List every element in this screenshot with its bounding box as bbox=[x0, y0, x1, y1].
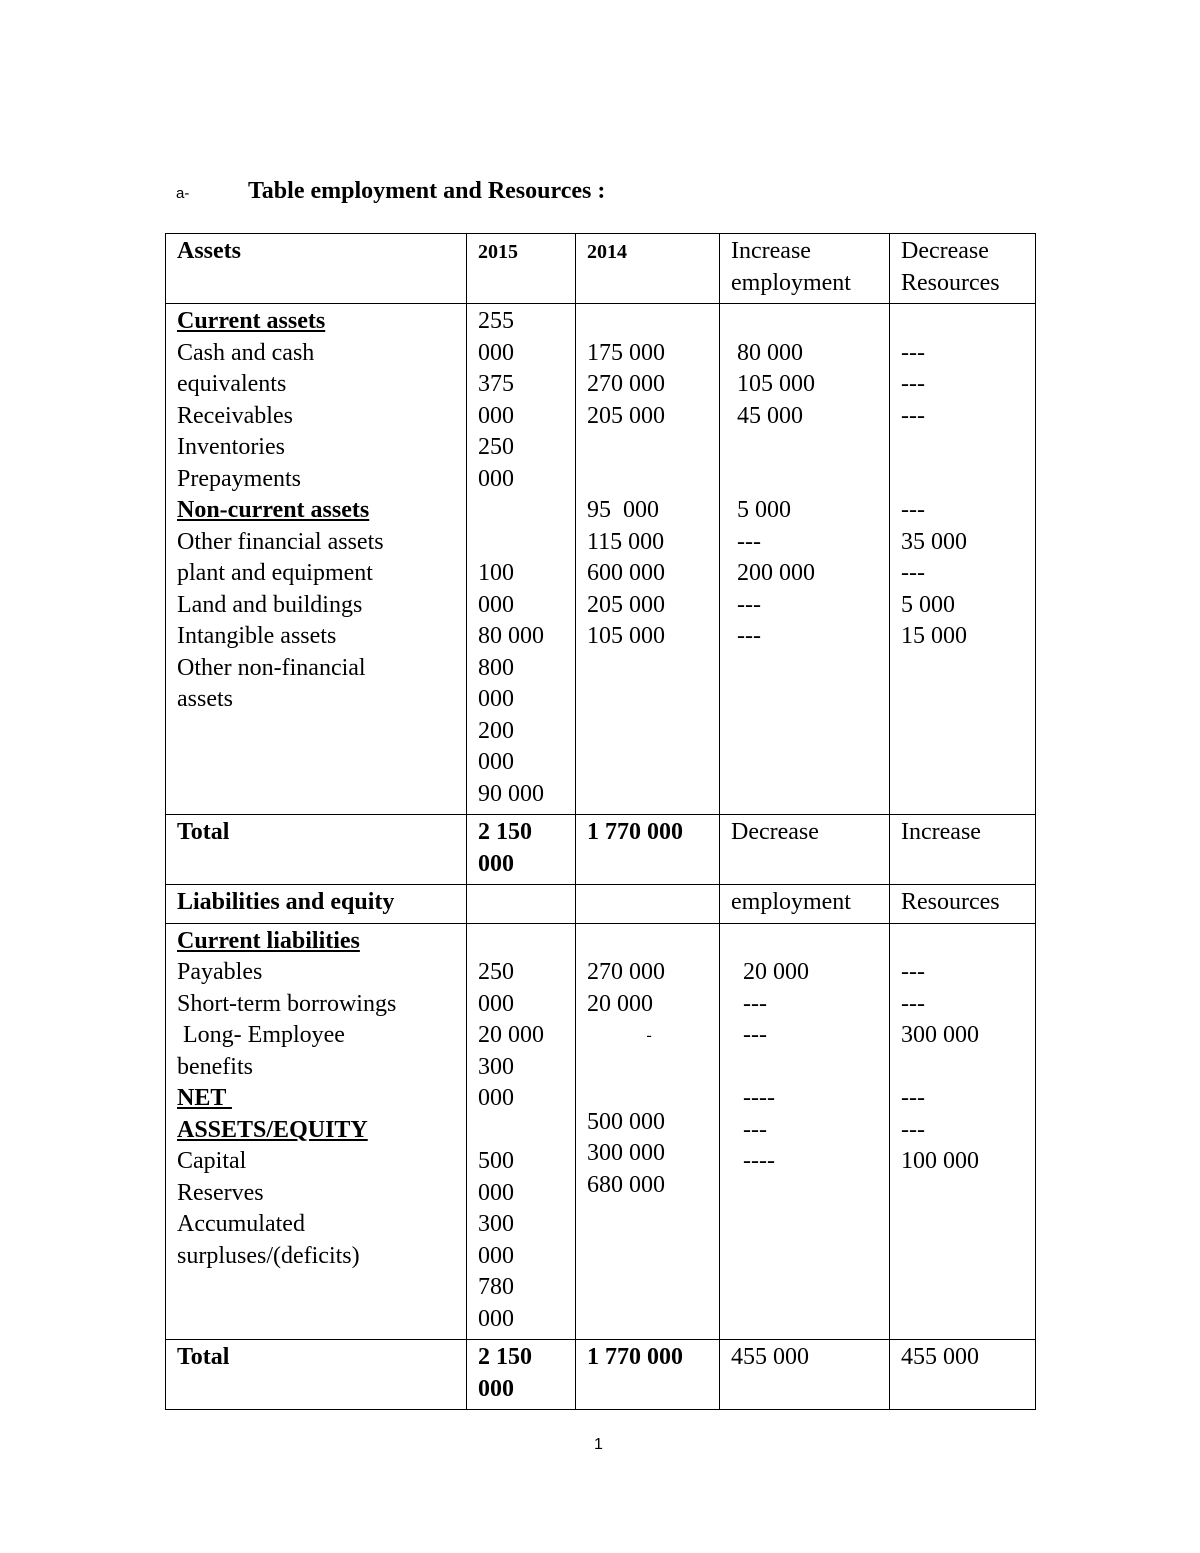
cell-line: 000 bbox=[478, 1179, 514, 1206]
page-number: 1 bbox=[594, 1436, 603, 1453]
cell-line: Prepayments bbox=[177, 465, 301, 492]
total-label: Total bbox=[166, 815, 467, 885]
header-2015: 2015 bbox=[467, 234, 576, 304]
cell-line: 300 000 bbox=[587, 1140, 665, 1166]
cell-line: 500 bbox=[478, 1148, 514, 1174]
assets-increase bbox=[720, 304, 890, 815]
cell-line: --- bbox=[901, 1116, 925, 1143]
cell-line: --- bbox=[901, 560, 925, 586]
assets-2015 bbox=[467, 304, 576, 815]
cell-line: 300 bbox=[478, 1053, 514, 1080]
cell-line: Non-current assets bbox=[177, 497, 370, 523]
cell-line: Short-term borrowings bbox=[177, 990, 397, 1017]
cell-line: 15 000 bbox=[901, 623, 967, 649]
cell-line: ---- bbox=[731, 1148, 775, 1174]
cell-line: Accumulated bbox=[177, 1211, 305, 1237]
cell-line: 175 000 bbox=[587, 339, 665, 366]
cell-line: - bbox=[646, 1027, 652, 1044]
cell-line: 90 000 bbox=[478, 780, 544, 807]
liabilities-decrease bbox=[720, 923, 890, 1340]
header-2014: 2014 bbox=[576, 234, 720, 304]
cell-line: surpluses/(deficits) bbox=[177, 1242, 360, 1269]
cell-line: Intangible assets bbox=[177, 623, 337, 649]
cell-line bbox=[731, 1052, 881, 1084]
cell-line: --- bbox=[901, 371, 925, 397]
cell-line: --- bbox=[731, 1116, 767, 1143]
liabilities-header-2015 bbox=[467, 885, 576, 924]
cell-line: 35 000 bbox=[901, 528, 967, 555]
cell-line bbox=[731, 306, 881, 338]
cell-line: 115 000 bbox=[587, 528, 665, 555]
cell-line bbox=[478, 495, 567, 527]
cell-line: 270 000 bbox=[587, 959, 665, 985]
liabilities-header-label: Liabilities and equity bbox=[166, 885, 467, 924]
cell-line bbox=[587, 306, 711, 338]
cell-line: 000 bbox=[478, 339, 514, 366]
liabilities-increase bbox=[890, 923, 1036, 1340]
cell-line: 105 000 bbox=[731, 371, 815, 397]
cell-line: --- bbox=[731, 528, 761, 555]
cell-line: 800 bbox=[478, 654, 514, 681]
header-assets: Assets bbox=[166, 234, 467, 304]
cell-line: equivalents bbox=[177, 371, 287, 397]
liabilities-header-row bbox=[166, 885, 1036, 924]
cell-line: --- bbox=[901, 959, 925, 985]
cell-line: 000 bbox=[478, 591, 514, 618]
cell-line: Current liabilities bbox=[177, 927, 360, 954]
cell-line: Current assets bbox=[177, 308, 326, 334]
total2-2014: 1 770 000 bbox=[576, 1340, 720, 1410]
cell-line: --- bbox=[901, 990, 925, 1017]
heading-prefix: a- bbox=[176, 185, 190, 202]
header-increase-employment: Increase employment bbox=[720, 234, 890, 304]
total2-2015: 2 150 000 bbox=[467, 1340, 576, 1410]
liabilities-labels bbox=[166, 923, 467, 1340]
cell-line: 300 000 bbox=[901, 1022, 979, 1048]
cell-line: assets bbox=[177, 686, 233, 712]
cell-line: ---- bbox=[731, 1085, 775, 1111]
cell-line bbox=[901, 306, 1027, 338]
cell-line: 20 000 bbox=[731, 959, 809, 985]
cell-line: 100 000 bbox=[901, 1148, 979, 1174]
cell-line: 000 bbox=[478, 990, 514, 1017]
total-col4: Increase bbox=[890, 815, 1036, 885]
cell-line: 000 bbox=[478, 686, 514, 712]
cell-line: 200 bbox=[478, 717, 514, 744]
cell-line: --- bbox=[901, 497, 925, 523]
liabilities-2014 bbox=[576, 923, 720, 1340]
cell-line: 375 bbox=[478, 371, 514, 397]
employment-resources-table bbox=[165, 233, 1036, 1410]
cell-line: 250 bbox=[478, 434, 514, 460]
cell-line bbox=[587, 464, 711, 496]
liabilities-2015 bbox=[467, 923, 576, 1340]
liabilities-header-col4: Resources bbox=[890, 885, 1036, 924]
cell-line: 000 bbox=[478, 465, 514, 492]
cell-line: 205 000 bbox=[587, 402, 665, 429]
cell-line bbox=[901, 1052, 1027, 1084]
cell-line: --- bbox=[901, 402, 925, 429]
cell-line bbox=[478, 527, 567, 559]
cell-line: 105 000 bbox=[587, 623, 665, 649]
cell-line: 205 000 bbox=[587, 591, 665, 618]
cell-line: 300 bbox=[478, 1211, 514, 1237]
cell-line: 000 bbox=[478, 1242, 514, 1269]
cell-line: Capital bbox=[177, 1148, 247, 1174]
cell-line: 20 000 bbox=[478, 1022, 544, 1048]
cell-line: Long- Employee bbox=[177, 1022, 345, 1048]
cell-line: --- bbox=[901, 339, 925, 366]
cell-line bbox=[901, 464, 1027, 496]
cell-line: 780 bbox=[478, 1274, 514, 1300]
cell-line: 255 bbox=[478, 308, 514, 334]
cell-line bbox=[731, 464, 881, 496]
cell-line: 000 bbox=[478, 402, 514, 429]
cell-line: Receivables bbox=[177, 402, 293, 429]
total-liabilities-row bbox=[166, 1340, 1036, 1410]
cell-line: 600 000 bbox=[587, 560, 665, 586]
cell-line: --- bbox=[731, 623, 761, 649]
cell-line bbox=[731, 432, 881, 464]
cell-line bbox=[587, 432, 711, 464]
cell-line: --- bbox=[731, 591, 761, 618]
cell-line: 100 bbox=[478, 560, 514, 586]
cell-line: 250 bbox=[478, 959, 514, 985]
total2-col4: 455 000 bbox=[890, 1340, 1036, 1410]
cell-line: 000 bbox=[478, 1085, 514, 1111]
cell-line: 20 000 bbox=[587, 990, 653, 1017]
assets-decrease bbox=[890, 304, 1036, 815]
cell-line: 95 000 bbox=[587, 497, 659, 523]
cell-line: Land and buildings bbox=[177, 591, 363, 618]
cell-line bbox=[478, 926, 567, 958]
cell-line: Reserves bbox=[177, 1179, 264, 1206]
liabilities-header-2014 bbox=[576, 885, 720, 924]
cell-line: 45 000 bbox=[731, 402, 803, 429]
assets-2014 bbox=[576, 304, 720, 815]
cell-line: Other financial assets bbox=[177, 528, 384, 555]
cell-line: Cash and cash bbox=[177, 339, 315, 366]
total2-col3: 455 000 bbox=[720, 1340, 890, 1410]
cell-line: 500 000 bbox=[587, 1108, 665, 1135]
document-heading bbox=[176, 178, 605, 205]
total-assets-row bbox=[166, 815, 1036, 885]
cell-line: Other non-financial bbox=[177, 654, 366, 681]
cell-line: 5 000 bbox=[901, 591, 955, 618]
cell-line: plant and equipment bbox=[177, 560, 373, 586]
cell-line: --- bbox=[731, 1022, 767, 1048]
liabilities-header-col3: employment bbox=[720, 885, 890, 924]
total-2014: 1 770 000 bbox=[576, 815, 720, 885]
assets-labels bbox=[166, 304, 467, 815]
header-decrease-resources: Decrease Resources bbox=[890, 234, 1036, 304]
cell-line: 200 000 bbox=[731, 560, 815, 586]
cell-line: 680 000 bbox=[587, 1171, 665, 1198]
cell-line: Payables bbox=[177, 959, 263, 985]
heading-title: Table employment and Resources : bbox=[248, 178, 606, 204]
cell-line: benefits bbox=[177, 1053, 253, 1080]
cell-line bbox=[901, 926, 1027, 958]
cell-line: 5 000 bbox=[731, 497, 791, 523]
total-2015: 2 150 000 bbox=[467, 815, 576, 885]
total-col3: Decrease bbox=[720, 815, 890, 885]
cell-line: 80 000 bbox=[731, 339, 803, 366]
cell-line bbox=[901, 432, 1027, 464]
cell-line bbox=[587, 1052, 711, 1084]
cell-line bbox=[478, 1115, 567, 1147]
cell-line bbox=[731, 926, 881, 958]
total2-label: Total bbox=[166, 1340, 467, 1410]
cell-line: 80 000 bbox=[478, 623, 544, 649]
assets-row bbox=[166, 304, 1036, 815]
liabilities-row bbox=[166, 923, 1036, 1340]
cell-line: 000 bbox=[478, 1305, 514, 1332]
header-row bbox=[166, 234, 1036, 304]
cell-line: --- bbox=[731, 990, 767, 1017]
cell-line bbox=[587, 926, 711, 958]
cell-line: NET bbox=[177, 1085, 232, 1111]
cell-line: --- bbox=[901, 1085, 925, 1111]
cell-line: 270 000 bbox=[587, 371, 665, 397]
cell-line: ASSETS/EQUITY bbox=[177, 1116, 368, 1143]
cell-line: Inventories bbox=[177, 434, 285, 460]
cell-line: 000 bbox=[478, 749, 514, 775]
